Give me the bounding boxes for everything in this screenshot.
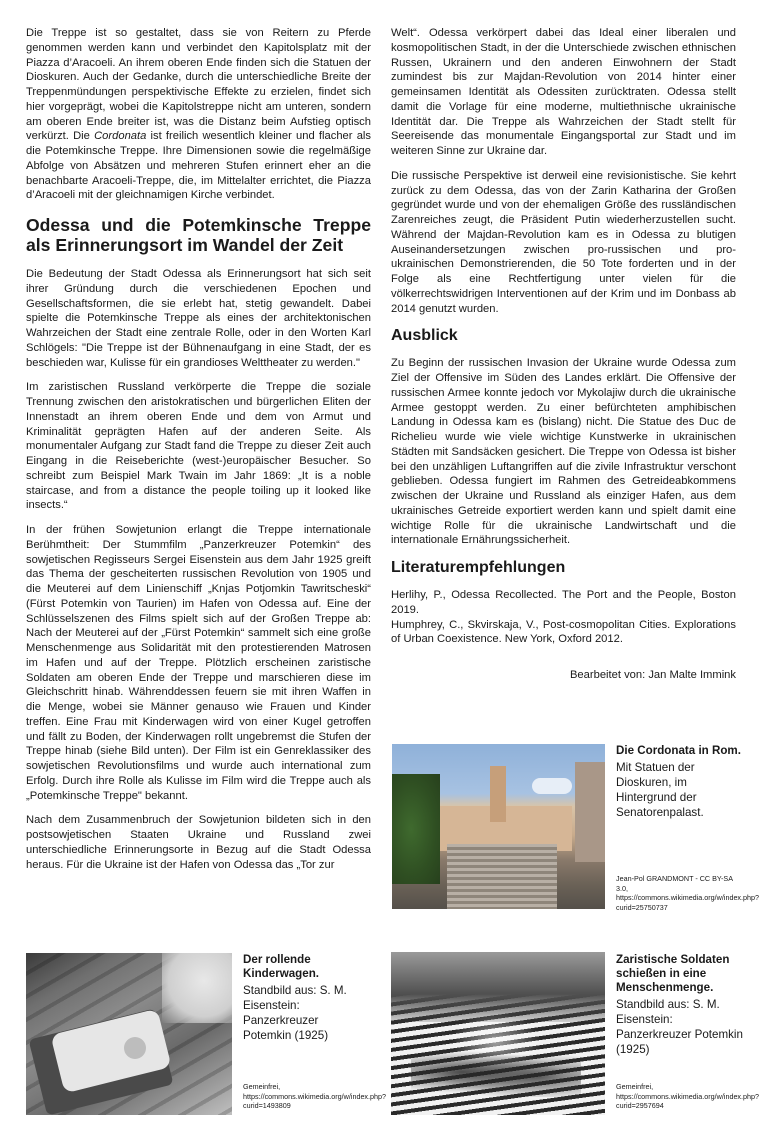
pram-photo bbox=[26, 953, 232, 1115]
paragraph-bedeutung: Die Bedeutung der Stadt Odessa als Erinnerungsort hat sich seit ihrer Gründung durch die verschiedenen Epochen und Gesellschaftsformen, die sie erlebt hat, stetig gewandelt. Dabei spielte die Potemkinsche Treppe als eines der architektonischen Wahrzeichen der Stadt eine zentrale Rolle, oder in den Worten Karl Schlögels: "Die Treppe ist der Bühnenaufgang in eine Stadt, der es beschieden war, Kulisse für ein grandioses Welttheater zu werden." bbox=[26, 268, 371, 369]
caption-title: Zaristische Soldaten schießen in eine Menschenmenge. bbox=[616, 953, 730, 994]
intro-paragraph: Die Treppe ist so gestaltet, dass sie von Reitern zu Pferde genommen werden kann und verbindet den Kapitolsplatz mit der Piazza d’Aracoeli. An ihrem oberen Ende finden sich die Statuen der Dioskuren. Auch der Gedanke, durch die unterschiedliche Breite der Treppenmündungen perspektivische Effekte zu erzielen, findet sich hier vorgeprägt, wobei die Kapitolstreppe nicht am unteren, sondern am oberen Ende breiter ist, was die Distanz beim Aufstieg optisch verkürzt. Die Cordonata ist freilich wesentlich kleiner und flacher als die Potemkinsche Treppe. Ihre Dimensionen sowie die regelmäßige Abfolge von Absätzen und mehreren Stufen erinnert eher an die benachbarte Aracoeli-Treppe, die, im Mittelalter errichtet, die Piazza d’Aracoeli mit der gleichnamigen Kirche verbindet. bbox=[26, 27, 371, 202]
author-signature: Bearbeitet von: Jan Malte Immink bbox=[569, 669, 736, 681]
paragraph-zusammenbruch: Nach dem Zusammenbruch der Sowjetunion bildeten sich in den postsowjetischen Staaten Ukraine und Russland zwei unterschiedliche Erinnerungsorte in Bezug auf die Stadt Odessa heraus. Für die Ukraine ist der Hafen von Odessa das „Tor zur bbox=[26, 814, 371, 871]
cordonata-credit: Jean-Pol GRANDMONT - CC BY-SA 3.0, https://commons.wikimedia.org/w/index.php?curid=25750737 bbox=[616, 874, 760, 912]
cordonata-photo bbox=[392, 744, 605, 909]
right-column bbox=[391, 26, 736, 681]
paragraph-russische-perspektive: Die russische Perspektive ist derweil eine revisionistische. Sie kehrt zurück zu dem Odessa, das von der Zarin Katharina der Großen gegründet wurde und von der ehemaligen Größe des russländischen Zarenreiches zeugt, die Präsident Putin wiederherzustellen sucht. Während der Majdan-Revolution kam es in Odessa zu blutigen Auseinandersetzungen zwischen pro-russischen und pro-ukrainischen Demonstrierenden, die 50 Tote forderten und in der Folge als eine Rechtfertigung unter vielen für die völkerrechtswidrigen Interventionen auf der Krim und im Donbass ab 2014 genutzt wurden. bbox=[391, 169, 736, 315]
left-column bbox=[26, 26, 371, 882]
soldiers-photo bbox=[391, 952, 605, 1115]
literature-entry: Herlihy, P., Odessa Recollected. The Port and the People, Boston 2019. bbox=[391, 589, 736, 616]
cordonata-italic: Cordonata bbox=[94, 130, 147, 143]
caption-title: Der rollende Kinderwagen. bbox=[243, 953, 320, 980]
cordonata-caption bbox=[616, 744, 746, 820]
section-heading-literatur: Literaturempfehlungen bbox=[391, 559, 566, 576]
literature-list bbox=[391, 588, 736, 647]
caption-text: Mit Statuen der Dioskuren, im Hintergrund der Senatorenpalast. bbox=[616, 761, 704, 819]
paragraph-ukraine-perspektive: Welt“. Odessa verkörpert dabei das Ideal einer liberalen und kosmopolitischen Stadt, in der die Unterschiede zwischen ethnischen Russen, Ukrainern und den anderen Einwohnern der Stadt zumindest bis zur Majdan-Revolution von 2014 hinter einer gemeinsamen Identität als Odessiten zurücktraten. Odessa stellt damit die Vorlage für eine moderne, multiethnische ukrainische Identität dar. Die Treppe als Wahrzeichen der Stadt stellt für Seereisende das monumentale Eingangsportal zur Stadt und im weiteren Sinne zur Ukraine dar. bbox=[391, 27, 736, 157]
section-heading-ausblick: Ausblick bbox=[391, 327, 458, 345]
soldiers-caption bbox=[616, 953, 746, 1057]
literature-entry: Humphrey, C., Skvirskaja, V., Post-cosmopolitan Cities. Explorations of Urban Coexistence. New York, Oxford 2012. bbox=[391, 618, 736, 646]
paragraph-sowjetunion: In der frühen Sowjetunion erlangt die Treppe internationale Berühmtheit: Der Stummfilm „Panzerkreuzer Potemkin“ des sowjetischen Regisseurs Sergei Eisenstein aus dem Jahr 1925 greift das Thema der gescheiterten russischen Revolution von 1905 und die Meuterei auf dem Linienschiff „Knjas Potjomkin Tawritscheski“ (Fürst Potemkin von Taurien) im Hafen von Odessa auf. Eine der Schlüsselszenen des Films spielt sich auf der Großen Treppe ab: Nach der Meuterei auf der „Fürst Potemkin“ sammelt sich eine große Menschenmenge aus Solidarität mit den protestierenden Matrosen im Hafen und auf der Treppe. Plötzlich erscheinen zaristische Soldaten am oberen Ende der Treppe und marschieren diese im Gleichschritt hinab. Währenddessen feuern sie mit ihren Waffen in die Menge, wobei sie Männer genauso wie Frauen und Kinder treffen. Eine Frau mit Kinderwagen wird von einer Kugel getroffen und fällt zu Boden, der Kinderwagen rollt ungebremst die Stufen der Treppe hinab (siehe Bild unten). Der Film ist ein Genreklassiker des sowjetischen Revolutionsfilms und wurde auch international zum Erfolg. Durch ihre Rolle als Kulisse im Film wird die Treppe auch als „Potemkinsche Treppe" bekannt. bbox=[26, 524, 371, 802]
caption-text: Standbild aus: S. M. Eisenstein: Panzerkreuzer Potemkin (1925) bbox=[616, 998, 743, 1056]
pram-credit: Gemeinfrei, https://commons.wikimedia.org/w/index.php?curid=1493809 bbox=[243, 1082, 387, 1110]
soldiers-credit: Gemeinfrei, https://commons.wikimedia.org/w/index.php?curid=2957694 bbox=[616, 1082, 760, 1110]
caption-title: Die Cordonata in Rom. bbox=[616, 744, 741, 757]
section-heading-erinnerungsort: Odessa und die Potemkinsche Treppe als Erinnerungsort im Wandel der Zeit bbox=[26, 215, 371, 255]
paragraph-ausblick: Zu Beginn der russischen Invasion der Ukraine wurde Odessa zum Ziel der Offensive im Süden des Landes erklärt. Die Offensive der russischen Armee konnte jedoch vor Mykolajiw durch die ukrainische Armee gestoppt werden. Zu einer befürchteten amphibischen Landung in Odessa kam es (bislang) nicht. Die Statue des Duc de Richelieu wurde wie viele wichtige Kunstwerke in ukrainischen Städten mit Sandsäcken gesichert. Die Treppe von Odessa ist bisher bei den unzähligen Luftangriffen auf die zivile Infrastruktur verschont geblieben. Odessa fungiert im Rahmen des Getreideabkommens zwischen der Ukraine und Russland als einziger Hafen, aus dem ukrainisches Getreide exportiert werden kann und spielt damit eine wichtige Rolle für die ukrainische Landwirtschaft und die internationale Ernährungssicherheit. bbox=[391, 357, 736, 547]
caption-text: Standbild aus: S. M. Eisenstein: Panzerkreuzer Potemkin (1925) bbox=[243, 984, 347, 1042]
paragraph-zaristisch: Im zaristischen Russland verkörperte die Treppe die soziale Trennung zwischen den aristokratischen und bürgerlichen Eliten der Innenstadt an ihrem oberen Ende und dem von Armut und Kriminalität geprägten Hafen auf der anderen Seite. Als monumentaler Aufgang zur Stadt fand die Treppe zu dieser Zeit auch Eingang in die Reiseberichte (west-)europäischer Besucher. So schreibt zum Beispiel Mark Twain im Jahr 1869: „It is a noble staircase, and from a distance the people toiling up it looked like insects.“ bbox=[26, 381, 371, 512]
pram-caption bbox=[243, 953, 363, 1043]
